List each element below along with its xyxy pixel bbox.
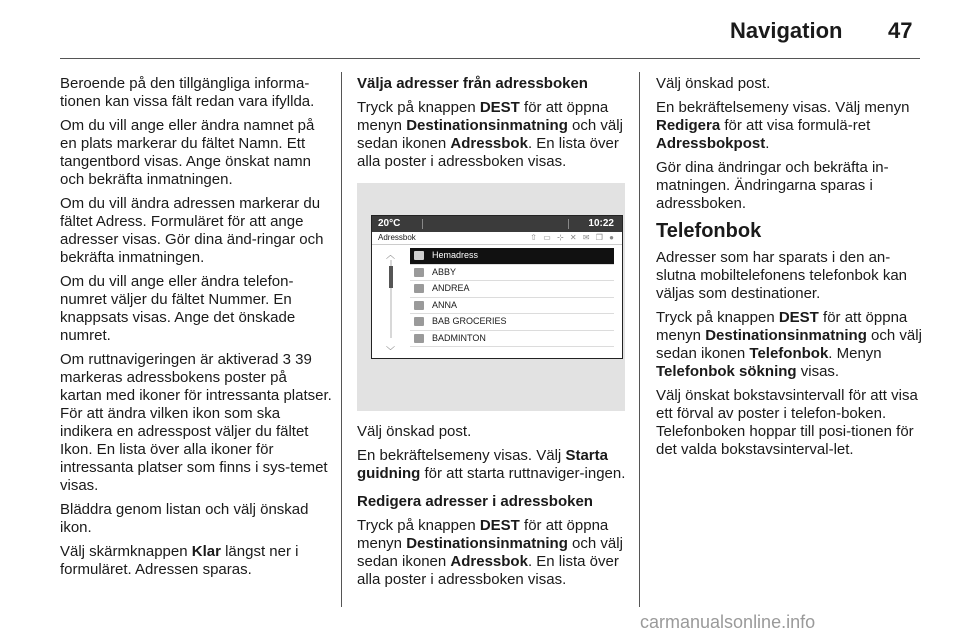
text: för att öppna menyn [656,309,908,344]
text: . Menyn [828,345,882,362]
paragraph: Adresser som har sparats i den an-slutna mobiltelefonens telefonbok kan väljas som destinationer. [656,249,908,302]
list-item[interactable] [410,314,614,331]
keyword: DEST [778,309,819,326]
page-reference-link[interactable]: 3 39 [282,351,312,368]
text: . En lista över alla poster i adressboken visas. [357,135,619,170]
paragraph: Gör dina ändringar och bekräfta in-matningen. Ändringarna sparas i adressboken. [656,159,889,212]
paragraph [357,447,629,483]
list-item-label: ANDREA [432,283,470,293]
header-rule [60,58,920,59]
list-item-label: ABBY [432,266,457,277]
text: Tryck på knappen [357,99,480,116]
list-item[interactable] [410,265,614,282]
text: och välj sedan ikonen [656,327,922,362]
list-item[interactable] [410,331,614,348]
contact-icon [414,301,424,310]
scroll-thumb[interactable] [389,266,393,288]
divider [422,219,423,229]
contact-icon [414,334,424,343]
text: Välj skärmknappen [60,543,192,560]
text: Tryck på knappen [656,309,779,326]
temperature-readout: 20°C [378,218,401,229]
list-item-label: ANNA [432,299,458,310]
paragraph: Välj önskat bokstavsintervall för att visa ett förval av poster i telefon-boken. Telefonboken hoppar till posi-tionen för det valda bokstavsinterval-let. [656,387,918,458]
status-icons: ⇧ ▭ ⊹ ✕ ✉ ❐ ● [530,233,616,242]
scroll-down-icon[interactable]: ﹀ [386,346,396,356]
keyword: DEST [479,517,520,534]
keyword: Telefonbok [749,345,829,362]
address-list [410,248,614,347]
paragraph [656,99,924,153]
list-item[interactable] [410,248,614,265]
column-2 [357,75,629,595]
paragraph: Om du vill ange eller ändra telefon-numret väljer du fältet Nummer. En knappsats visas. Ange det önskade numret. [60,273,296,344]
keyword: Adressbokpost [656,135,766,152]
status-top-bar [372,216,622,232]
text: Tryck på knappen [357,517,480,534]
screen-label: Adressbok [378,233,416,242]
section-heading: Telefonbok [656,220,762,242]
text: visas. [796,363,840,380]
keyword: Telefonbok sökning [656,363,797,380]
subheading: Redigera adresser i adressboken [357,493,593,510]
paragraph [60,351,332,495]
screen-subbar [372,232,622,245]
clock-readout: 10:22 [588,218,614,229]
keyword: Redigera [656,117,721,134]
column-1 [60,75,332,585]
keyword: Adressbok [450,553,528,570]
text: En bekräftelsemeny visas. Välj menyn [656,99,910,116]
contact-icon [414,284,424,293]
text: längst ner i formuläret. Adressen sparas. [60,543,299,578]
paragraph [656,309,924,381]
page-section-title: Navigation [730,18,843,43]
shop-icon [414,317,424,326]
text: och välj sedan ikonen [357,535,623,570]
paragraph: Bläddra genom listan och välj önskad ikon. [60,501,309,536]
list-item-label: Hemadress [432,250,479,260]
paragraph: Beroende på den tillgängliga informa-tionen kan vissa fält redan vara ifyllda. [60,75,315,110]
paragraph: Om du vill ändra adressen markerar du fältet Adress. Formuläret för att ange adresser visas. Gör dina änd-ringar och bekräfta inmatningen. [60,195,324,266]
contact-icon [414,268,424,277]
scroll-up-icon[interactable]: ︿ [386,250,396,260]
list-item[interactable] [410,298,614,315]
text: för att öppna menyn [357,99,609,134]
text: för att öppna menyn [357,517,609,552]
text: och välj sedan ikonen [357,117,623,152]
paragraph [60,543,332,579]
keyword: Destinationsinmatning [406,117,568,134]
text: Om ruttnavigeringen är aktiverad [60,351,283,368]
list-item[interactable] [410,281,614,298]
subheading: Välja adresser från adressboken [357,75,588,92]
divider [568,219,569,229]
text: markeras adressbokens poster på kartan med ikoner för intressanta platser. För att ändra vilken ikon som ska indikera en adresspost väljer du fältet Ikon. En lista över alla ikoner för intressanta platser som finns i sys-temet visas. [60,369,332,494]
paragraph [357,99,629,171]
column-divider-2 [639,72,640,607]
paragraph: Välj önskad post. [656,75,771,92]
paragraph: Välj önskad post. [357,423,472,440]
address-book-screenshot [357,183,625,411]
list-item-label: BADMINTON [432,332,486,343]
keyword: Adressbok [450,135,528,152]
keyword: Starta guidning [357,447,608,482]
column-divider-1 [341,72,342,607]
page-number: 47 [888,18,913,43]
infotainment-screen [371,215,623,359]
text: En bekräftelsemeny visas. Välj [357,447,566,464]
text: . [765,135,770,152]
keyword: Klar [191,543,221,560]
text: för att starta ruttnaviger-ingen. [420,465,626,482]
keyword: Destinationsinmatning [705,327,867,344]
text: för att visa formulä-ret [720,117,871,134]
home-icon [414,251,424,260]
keyword: Destinationsinmatning [406,535,568,552]
keyword: DEST [479,99,520,116]
paragraph [357,517,629,589]
paragraph: Om du vill ange eller ändra namnet på en plats markerar du fältet Namn. Ett tangentbord visas. Ange önskat namn och bekräfta inmatningen. [60,117,315,188]
list-item-label: BAB GROCERIES [432,316,507,326]
text: . En lista över alla poster i adressboken visas. [357,553,619,588]
watermark: carmanualsonline.info [640,612,816,632]
column-3 [656,75,924,465]
